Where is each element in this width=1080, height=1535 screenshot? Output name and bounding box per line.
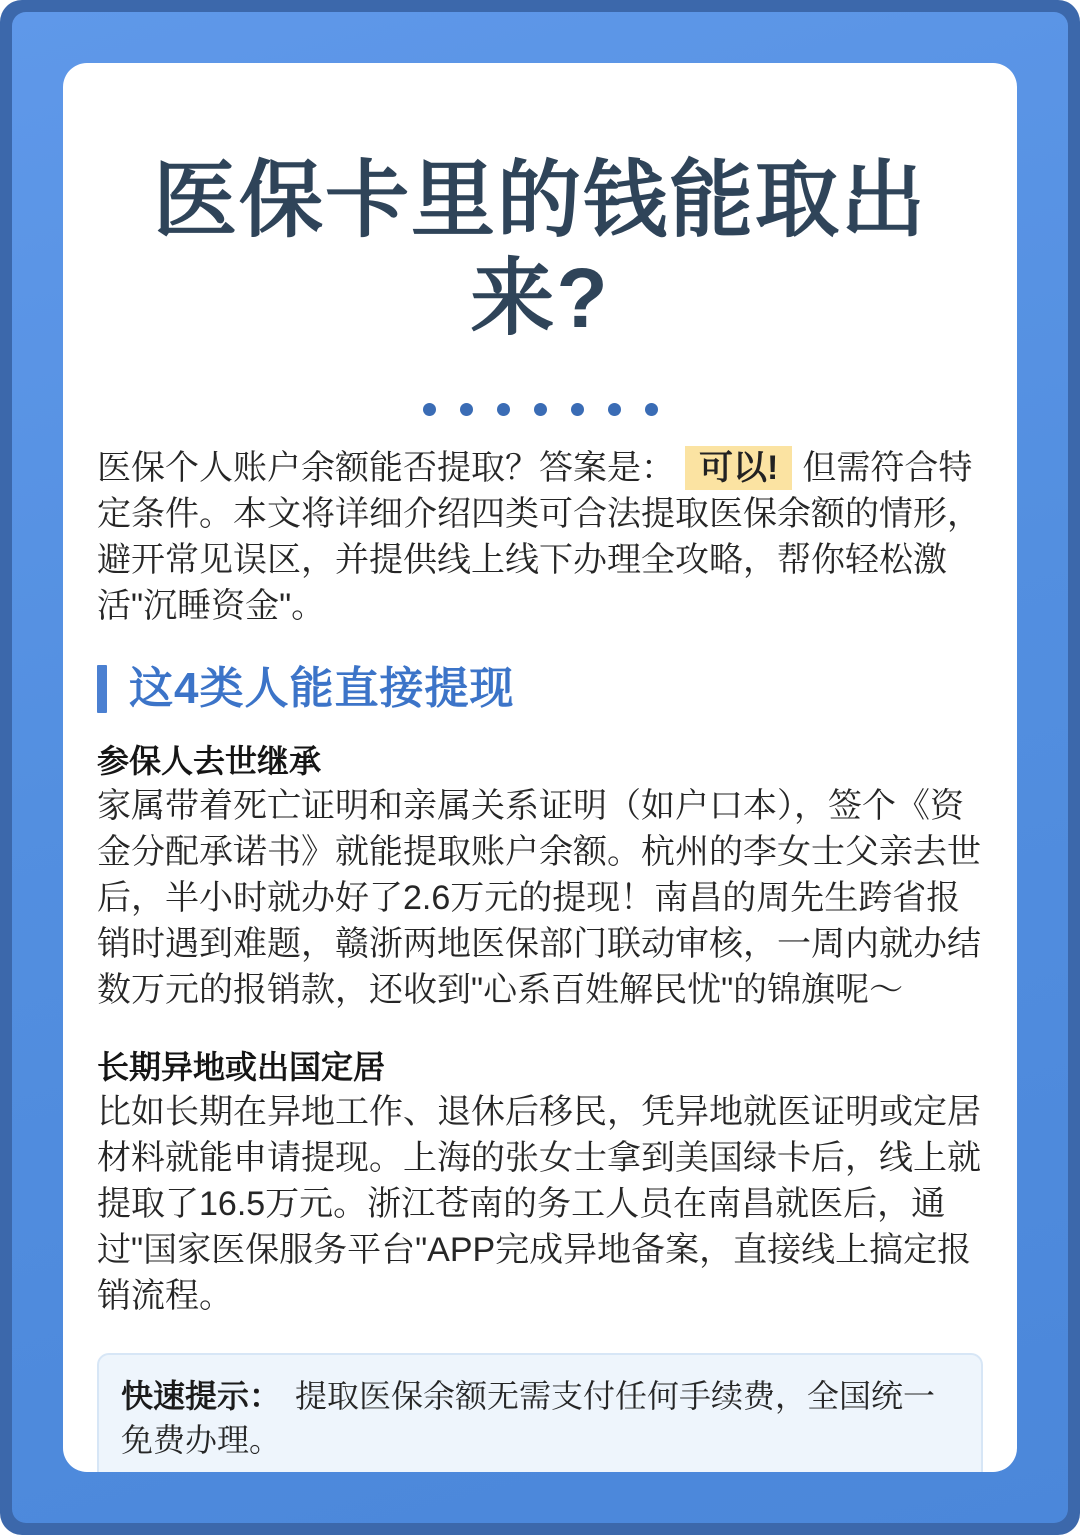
section-heading: 这4类人能直接提现 <box>129 664 515 713</box>
highlight-answer: 可以! <box>685 446 792 490</box>
dot-icon <box>645 403 658 416</box>
dot-icon <box>460 403 473 416</box>
accent-bar <box>97 665 107 713</box>
dot-icon <box>534 403 547 416</box>
intro-paragraph <box>97 445 983 629</box>
page-title: 医保卡里的钱能取出来? <box>152 153 927 345</box>
dot-icon <box>423 403 436 416</box>
subsection-body: 比如长期在异地工作、退休后移民，凭异地就医证明或定居材料就能申请提现。上海的张女士拿到美国绿卡后，线上就提取了16.5万元。浙江苍南的务工人员在南昌就医后，通过"国家医保服务平台"APP完成异地备案，直接线上搞定报销流程。 <box>97 1093 981 1315</box>
tip-label: 快速提示： <box>121 1378 282 1414</box>
subsection-title: 参保人去世继承 <box>97 743 322 779</box>
content-card <box>63 63 1017 1472</box>
intro-rest-text: 但需符合特定条件。本文将详细介绍四类可合法提取医保余额的情形，避开常见误区，并提供线上线下办理全攻略，帮你轻松激活"沉睡资金"。 <box>97 449 981 625</box>
quick-tip-box <box>97 1353 983 1472</box>
subsection-deceased-inheritance <box>97 741 983 1013</box>
dot-icon <box>608 403 621 416</box>
dot-icon <box>497 403 510 416</box>
tip-text: 提取医保余额无需支付任何手续费，全国统一免费办理。 <box>121 1378 936 1458</box>
divider-dots <box>97 403 983 416</box>
dot-icon <box>571 403 584 416</box>
subsection-relocation-abroad <box>97 1047 983 1319</box>
subsection-body: 家属带着死亡证明和亲属关系证明（如户口本），签个《资金分配承诺书》就能提取账户余额。杭州的李女士父亲去世后，半小时就办好了2.6万元的提现！南昌的周先生跨省报销时遇到难题，赣浙两地医保部门联动审核，一周内就办结数万元的报销款，还收到"心系百姓解民忧"的锦旗呢～ <box>97 787 981 1009</box>
intro-lead-text: 医保个人账户余额能否提取？答案是： <box>97 449 675 487</box>
section-header <box>97 663 983 715</box>
subsection-title: 长期异地或出国定居 <box>97 1049 386 1085</box>
